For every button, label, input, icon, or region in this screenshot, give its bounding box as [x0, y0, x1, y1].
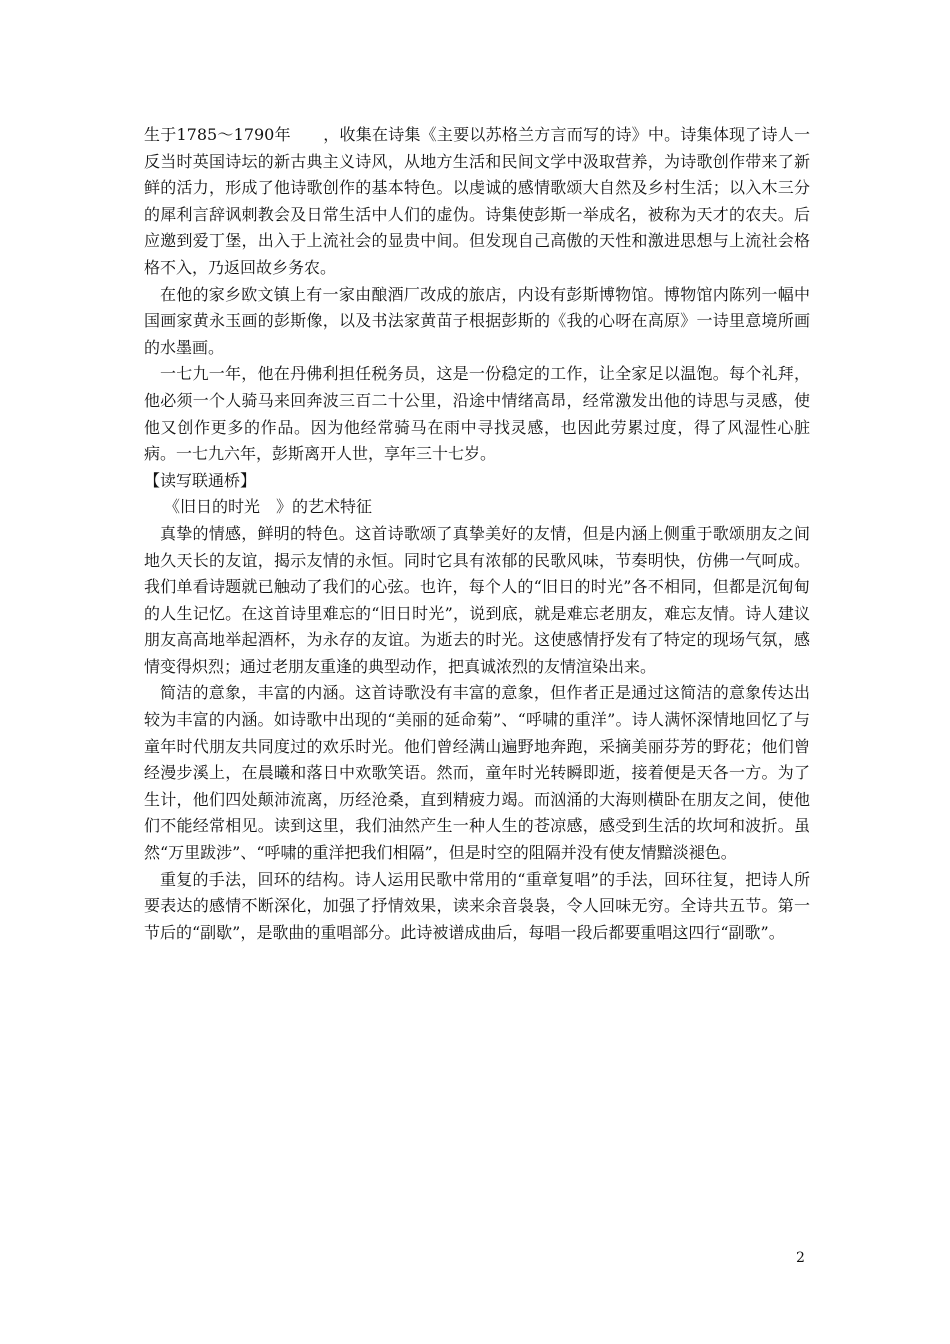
section-heading: 【读写联通桥】 — [144, 470, 257, 490]
document-body — [144, 122, 810, 946]
paragraph-analysis-imagery: 简洁的意象，丰富的内涵。这首诗歌没有丰富的意象，但作者正是通过这简洁的意象传达出较为丰富的内涵。如诗歌中出现的“美丽的延命菊”、“呼啸的重洋”。诗人满怀深情地回忆了与童年时代朋友共同度过的欢乐时光。他们曾经满山遍野地奔跑，采摘美丽芬芳的野花；他们曾经漫步溪上，在晨曦和落日中欢歌笑语。然而，童年时光转瞬即逝，接着便是天各一方。为了生计，他们四处颠沛流离，历经沧桑，直到精疲力竭。而汹涌的大海则横卧在朋友之间，使他们不能经常相见。读到这里，我们油然产生一种人生的苍凉感，感受到生活的坎坷和波折。虽然“万里跋涉”、“呼啸的重洋把我们相隔”，但是时空的阻隔并没有使友情黯淡褪色。 — [144, 683, 810, 863]
paragraph-biography-continued: 生于1785～1790年 ，收集在诗集《主要以苏格兰方言而写的诗》中。诗集体现了诗人一反当时英国诗坛的新古典主义诗风，从地方生活和民间文学中汲取营养，为诗歌创作带来了新鲜的活力，形成了他诗歌创作的基本特色。以虔诚的感情歌颂大自然及乡村生活；以入木三分的犀利言辞讽刺教会及日常生活中人们的虚伪。诗集使彭斯一举成名，被称为天才的农夫。后应邀到爱丁堡，出入于上流社会的显贵中间。但发现自己高傲的天性和激进思想与上流社会格格不入，乃返回故乡务农。 — [144, 125, 810, 277]
paragraph-analysis-structure: 重复的手法，回环的结构。诗人运用民歌中常用的“重章复唱”的手法，回环往复，把诗人所要表达的感情不断深化，加强了抒情效果，读来余音袅袅，令人回味无穷。全诗共五节。第一节后的“副歇”，是歌曲的重唱部分。此诗被谱成曲后，每唱一段后都要重唱这四行“副歌”。 — [144, 869, 810, 942]
paragraph-museum: 在他的家乡欧文镇上有一家由酿酒厂改成的旅店，内设有彭斯博物馆。博物馆内陈列一幅中国画家黄永玉画的彭斯像，以及书法家黄苗子根据彭斯的《我的心呀在高原》一诗里意境所画的水墨画。 — [144, 284, 810, 357]
paragraph-tax-officer: 一七九一年，他在丹佛利担任税务员，这是一份稳定的工作，让全家足以温饱。每个礼拜，他必须一个人骑马来回奔波三百二十公里，沿途中情绪高昂，经常激发出他的诗思与灵感，使他又创作更多的作品。因为他经常骑马在雨中寻找灵感，也因此劳累过度，得了风湿性心脏病。一七九六年，彭斯离开人世，享年三十七岁。 — [144, 364, 810, 464]
section-subtitle: 《旧日的时光 》的艺术特征 — [164, 497, 373, 517]
page-number: 2 — [796, 1250, 805, 1266]
paragraph-analysis-emotion: 真挚的情感，鲜明的特色。这首诗歌颂了真挚美好的友情，但是内涵上侧重于歌颂朋友之间地久天长的友谊，揭示友情的永恒。同时它具有浓郁的民歌风味，节奏明快，仿佛一气呵成。我们单看诗题就已触动了我们的心弦。也许，每个人的“旧日的时光”各不相同，但都是沉甸甸的人生记忆。在这首诗里难忘的“旧日时光”，说到底，就是难忘老朋友，难忘友情。诗人建议朋友高高地举起酒杯，为永存的友谊。为逝去的时光。这使感情抒发有了特定的现场气氛，感情变得炽烈；通过老朋友重逢的典型动作，把真诚浓烈的友情渲染出来。 — [144, 523, 810, 676]
